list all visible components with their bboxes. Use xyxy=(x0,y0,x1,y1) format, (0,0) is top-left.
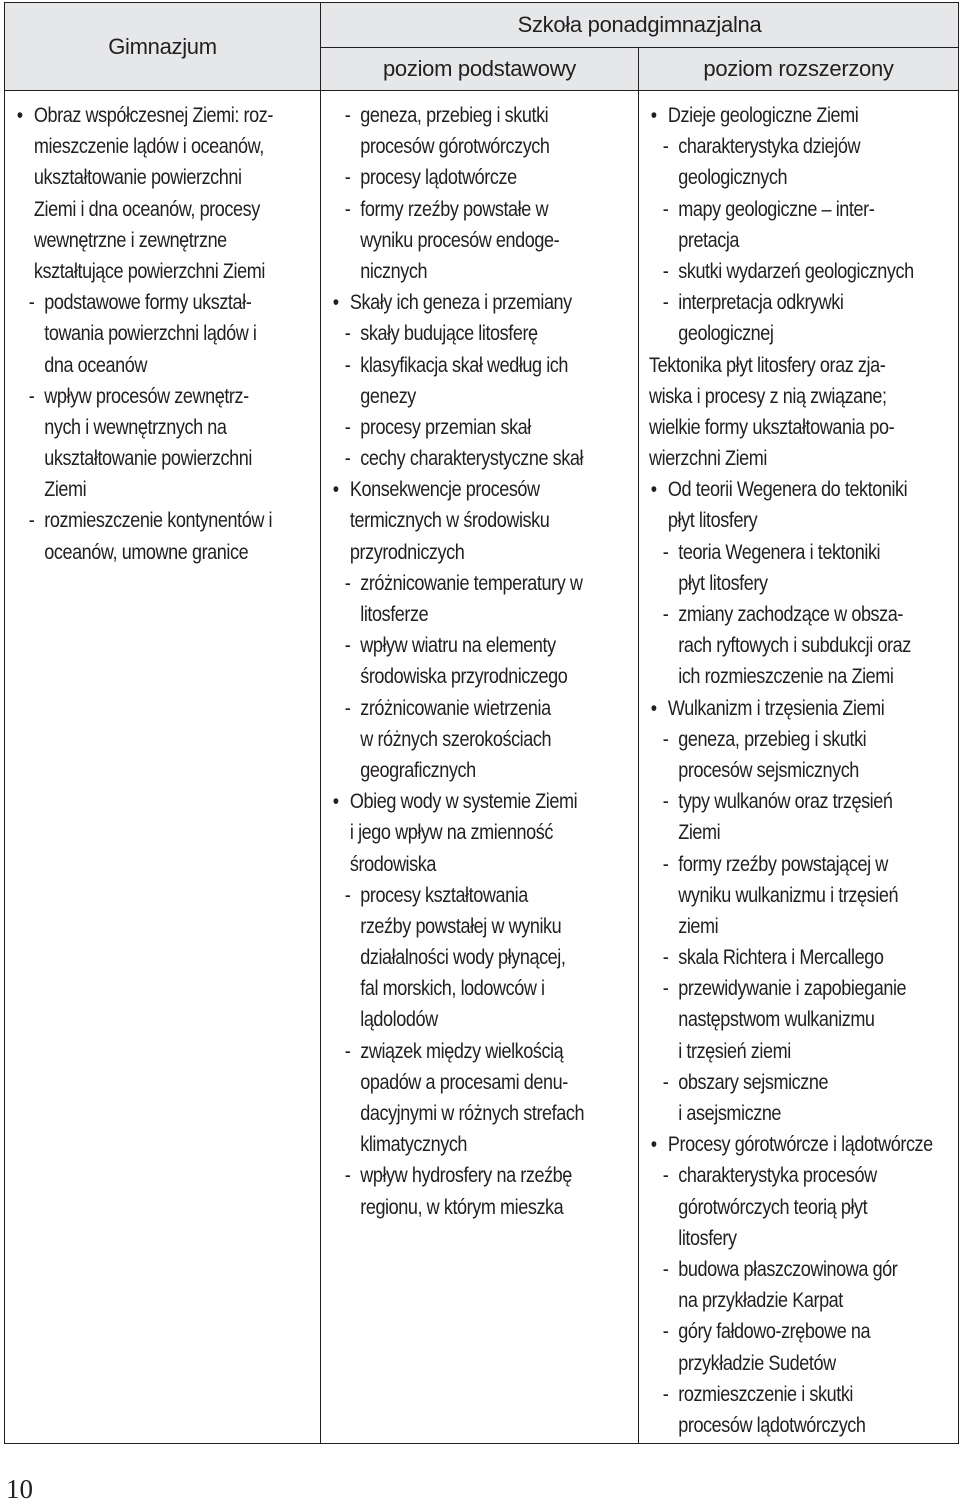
dash-continuation xyxy=(649,318,951,349)
dash-continuation xyxy=(15,350,313,381)
dash-marker: - xyxy=(344,353,351,377)
line-text: rach ryftowych i subdukcji oraz xyxy=(678,634,911,658)
dash-marker: - xyxy=(662,197,669,221)
dash-item xyxy=(649,724,951,755)
dash-item xyxy=(649,849,951,880)
dash-marker: - xyxy=(662,1320,669,1344)
dash-continuation xyxy=(331,131,631,162)
dash-marker: - xyxy=(344,634,351,658)
line-text: procesów górotwórczych xyxy=(360,135,550,159)
line-text: rozmieszczenie i skutki xyxy=(678,1382,854,1406)
line-text: Obraz współczesnej Ziemi: roz- xyxy=(33,104,273,127)
bullet-continuation xyxy=(331,817,631,848)
bullet-item xyxy=(649,100,951,131)
bullet-item xyxy=(15,100,313,131)
dash-item xyxy=(649,1067,951,1098)
dash-continuation xyxy=(649,162,951,193)
line-text: rzeźby powstałej w wyniku xyxy=(360,914,562,938)
line-text: w różnych szerokościach xyxy=(360,727,552,751)
line-text: skala Richtera i Mercallego xyxy=(678,946,884,970)
line-text: środowiska przyrodniczego xyxy=(360,665,568,689)
podstawowy-content xyxy=(331,100,631,1223)
gimnazjum-cell xyxy=(5,91,321,1444)
dash-continuation xyxy=(331,225,631,256)
line-text: Ziemi i dna oceanów, procesy xyxy=(33,197,260,221)
dash-marker: - xyxy=(662,540,669,564)
dash-continuation xyxy=(331,1098,631,1129)
line-text: geologicznych xyxy=(678,166,788,190)
line-text: Ziemi xyxy=(44,478,87,502)
header-szkola-ponadgimnazjalna: Szkoła ponadgimnazjalna xyxy=(321,3,959,48)
dash-marker: - xyxy=(28,291,35,315)
dash-item xyxy=(649,194,951,225)
dash-marker: - xyxy=(662,1382,669,1406)
dash-marker: - xyxy=(662,1164,669,1188)
dash-marker: - xyxy=(344,197,351,221)
bullet-item xyxy=(649,693,951,724)
bullet-item xyxy=(331,287,631,318)
dash-item xyxy=(649,1254,951,1285)
plain-line xyxy=(649,350,951,381)
line-text: związek między wielkością xyxy=(360,1039,564,1063)
line-text: towania powierzchni lądów i xyxy=(44,322,257,346)
line-text: litosfery xyxy=(678,1226,737,1250)
dash-marker: - xyxy=(662,977,669,1001)
page-number: 10 xyxy=(6,1474,33,1504)
line-text: klasyfikacja skał według ich xyxy=(360,353,569,377)
line-text: wpływ hydrosfery na rzeźbę xyxy=(360,1164,572,1188)
dash-marker: - xyxy=(344,166,351,190)
dash-item xyxy=(649,256,951,287)
dash-continuation xyxy=(649,1004,951,1035)
bullet-continuation xyxy=(15,162,313,193)
header-poziom-podstawowy: poziom podstawowy xyxy=(321,48,639,91)
dash-item xyxy=(331,1160,631,1191)
dash-item xyxy=(649,973,951,1004)
line-text: geologicznej xyxy=(678,322,774,346)
gimnazjum-content xyxy=(15,100,313,568)
dash-item xyxy=(331,318,631,349)
dash-continuation xyxy=(331,1129,631,1160)
dash-continuation xyxy=(649,1285,951,1316)
line-text: typy wulkanów oraz trzęsień xyxy=(678,790,893,814)
dash-continuation xyxy=(15,318,313,349)
dash-continuation xyxy=(649,661,951,692)
line-text: termicznych w środowisku xyxy=(349,509,550,533)
line-text: procesy przemian skał xyxy=(360,415,531,439)
dash-continuation xyxy=(649,568,951,599)
line-text: mieszczenie lądów i oceanów, xyxy=(33,135,264,159)
line-text: na przykładzie Karpat xyxy=(678,1289,843,1313)
line-text: charakterystyka procesów xyxy=(678,1164,877,1188)
dash-item xyxy=(649,599,951,630)
dash-marker: - xyxy=(662,727,669,751)
line-text: Ziemi xyxy=(678,821,721,845)
dash-item xyxy=(331,162,631,193)
dash-item xyxy=(649,1160,951,1191)
dash-continuation xyxy=(15,412,313,443)
line-text: ukształtowanie powierzchni xyxy=(33,166,242,190)
dash-marker: - xyxy=(344,447,351,471)
dash-continuation xyxy=(331,973,631,1004)
line-text: następstwom wulkanizmu xyxy=(678,1008,875,1032)
dash-marker: - xyxy=(28,509,35,533)
line-text: zróżnicowanie temperatury w xyxy=(360,571,583,595)
line-text: geograficznych xyxy=(360,758,476,782)
dash-marker: - xyxy=(662,603,669,626)
line-text: fal morskich, lodowców i xyxy=(360,977,545,1001)
dash-marker: - xyxy=(28,384,35,408)
dash-marker: - xyxy=(662,790,669,814)
line-text: podstawowe formy ukształ- xyxy=(44,291,252,315)
line-text: genezy xyxy=(360,384,416,408)
line-text: środowiska xyxy=(349,852,436,876)
dash-continuation xyxy=(649,1348,951,1379)
line-text: kształtujące powierzchni Ziemi xyxy=(33,259,265,283)
dash-item xyxy=(15,505,313,536)
dash-item xyxy=(649,131,951,162)
line-text: i trzęsień ziemi xyxy=(678,1039,791,1063)
dash-continuation xyxy=(649,1036,951,1067)
dash-item xyxy=(649,537,951,568)
curriculum-table xyxy=(4,2,959,1444)
line-text: budowa płaszczowinowa gór xyxy=(678,1257,898,1281)
line-text: góry fałdowo-zrębowe na xyxy=(678,1320,871,1344)
bullet-continuation xyxy=(331,537,631,568)
dash-marker: - xyxy=(344,696,351,720)
dash-item xyxy=(649,1316,951,1347)
dash-marker: - xyxy=(662,291,669,315)
dash-item xyxy=(649,287,951,318)
line-text: ukształtowanie powierzchni xyxy=(44,447,252,471)
line-text: nicznych xyxy=(360,259,428,283)
line-text: górotwórczych teorią płyt xyxy=(678,1195,868,1219)
dash-marker: - xyxy=(662,852,669,876)
dash-marker: - xyxy=(344,104,351,127)
dash-continuation xyxy=(331,1067,631,1098)
dash-continuation xyxy=(649,225,951,256)
line-text: skały budujące litosferę xyxy=(360,322,538,346)
dash-continuation xyxy=(331,1004,631,1035)
plain-line xyxy=(649,381,951,412)
dash-continuation xyxy=(331,755,631,786)
dash-continuation xyxy=(649,911,951,942)
line-text: nych i wewnętrznych na xyxy=(44,415,227,439)
line-text: formy rzeźby powstałe w xyxy=(360,197,549,221)
line-text: dacyjnymi w różnych strefach xyxy=(360,1102,585,1125)
line-text: dna oceanów xyxy=(44,353,147,377)
plain-line xyxy=(649,443,951,474)
line-text: wewnętrzne i zewnętrzne xyxy=(33,228,227,252)
podstawowy-cell xyxy=(321,91,639,1444)
dash-continuation xyxy=(15,537,313,568)
bullet-continuation xyxy=(15,131,313,162)
line-text: wielkie formy ukształtowania po- xyxy=(649,415,895,439)
line-text: działalności wody płynącej, xyxy=(360,946,566,970)
line-text: regionu, w którym mieszka xyxy=(360,1195,564,1219)
line-text: cechy charakterystyczne skał xyxy=(360,447,584,471)
line-text: procesy lądotwórcze xyxy=(360,166,517,190)
dash-continuation xyxy=(649,1410,951,1441)
dash-item xyxy=(331,412,631,443)
dash-continuation xyxy=(649,1223,951,1254)
line-text: mapy geologiczne – inter- xyxy=(678,197,875,221)
line-text: Obieg wody w systemie Ziemi xyxy=(349,790,578,814)
line-text: interpretacja odkrywki xyxy=(678,291,844,315)
dash-item xyxy=(331,630,631,661)
dash-continuation xyxy=(331,599,631,630)
line-text: wpływ procesów zewnętrz- xyxy=(44,384,249,408)
line-text: Skały ich geneza i przemiany xyxy=(349,291,572,315)
dash-item xyxy=(331,194,631,225)
line-text: obszary sejsmiczne xyxy=(678,1070,829,1094)
dash-continuation xyxy=(331,661,631,692)
dash-item xyxy=(15,381,313,412)
dash-marker: - xyxy=(662,259,669,283)
bullet-continuation xyxy=(15,256,313,287)
line-text: Wulkanizm i trzęsienia Ziemi xyxy=(667,696,885,720)
line-text: przykładzie Sudetów xyxy=(678,1351,836,1375)
line-text: rozmieszczenie kontynentów i xyxy=(44,509,273,533)
line-text: opadów a procesami denu- xyxy=(360,1070,568,1094)
dash-item xyxy=(649,942,951,973)
dash-marker: - xyxy=(344,1164,351,1188)
dash-item xyxy=(331,568,631,599)
rozszerzony-cell xyxy=(639,91,959,1444)
line-text: wpływ wiatru na elementy xyxy=(360,634,556,658)
dash-marker: - xyxy=(344,571,351,595)
dash-continuation xyxy=(649,1192,951,1223)
line-text: oceanów, umowne granice xyxy=(44,540,249,564)
dash-continuation xyxy=(331,256,631,287)
line-text: charakterystyka dziejów xyxy=(678,135,861,159)
dash-continuation xyxy=(649,630,951,661)
dash-item xyxy=(649,786,951,817)
line-text: Tektonika płyt litosfery oraz zja- xyxy=(649,353,886,377)
dash-item xyxy=(649,1379,951,1410)
dash-continuation xyxy=(649,1098,951,1129)
dash-marker: - xyxy=(344,1039,351,1063)
line-text: procesy kształtowania xyxy=(360,883,528,907)
line-text: Od teorii Wegenera do tektoniki xyxy=(667,478,908,502)
line-text: Konsekwencje procesów xyxy=(349,478,540,502)
bullet-continuation xyxy=(15,194,313,225)
dash-item xyxy=(331,350,631,381)
dash-item xyxy=(331,443,631,474)
dash-continuation xyxy=(331,1192,631,1223)
dash-marker: - xyxy=(662,1070,669,1094)
dash-item xyxy=(15,287,313,318)
dash-marker: - xyxy=(662,946,669,970)
dash-marker: - xyxy=(662,135,669,159)
line-text: ich rozmieszczenie na Ziemi xyxy=(678,665,894,689)
dash-marker: - xyxy=(344,322,351,346)
line-text: procesów sejsmicznych xyxy=(678,758,859,782)
dash-marker: - xyxy=(344,415,351,439)
dash-continuation xyxy=(331,724,631,755)
bullet-continuation xyxy=(649,505,951,536)
line-text: formy rzeźby powstającej w xyxy=(678,852,888,876)
line-text: litosferze xyxy=(360,603,429,626)
line-text: pretacja xyxy=(678,228,740,252)
line-text: wyniku procesów endoge- xyxy=(360,228,560,252)
header-gimnazjum: Gimnazjum xyxy=(5,3,321,91)
line-text: i asejsmiczne xyxy=(678,1102,782,1125)
line-text: lądolodów xyxy=(360,1008,438,1032)
line-text: przyrodniczych xyxy=(349,540,465,564)
dash-continuation xyxy=(331,381,631,412)
line-text: skutki wydarzeń geologicznych xyxy=(678,259,914,283)
line-text: wiska i procesy z nią związane; xyxy=(649,384,887,408)
line-text: i jego wpływ na zmienność xyxy=(349,821,553,845)
line-text: zmiany zachodzące w obsza- xyxy=(678,603,903,626)
bullet-continuation xyxy=(331,505,631,536)
line-text: płyt litosfery xyxy=(667,509,758,533)
line-text: przewidywanie i zapobieganie xyxy=(678,977,907,1001)
line-text: geneza, przebieg i skutki xyxy=(678,727,867,751)
line-text: Dzieje geologiczne Ziemi xyxy=(667,104,859,127)
dash-item xyxy=(331,100,631,131)
line-text: Procesy górotwórcze i lądotwórcze xyxy=(667,1133,933,1157)
line-text: zróżnicowanie wietrzenia xyxy=(360,696,551,720)
dash-item xyxy=(331,1036,631,1067)
dash-continuation xyxy=(331,911,631,942)
dash-marker: - xyxy=(344,883,351,907)
dash-continuation xyxy=(649,880,951,911)
rozszerzony-content xyxy=(649,100,951,1441)
dash-item xyxy=(331,693,631,724)
dash-continuation xyxy=(331,942,631,973)
bullet-item xyxy=(331,474,631,505)
bullet-item xyxy=(331,786,631,817)
line-text: klimatycznych xyxy=(360,1133,468,1157)
dash-continuation xyxy=(649,817,951,848)
bullet-continuation xyxy=(331,849,631,880)
plain-line xyxy=(649,412,951,443)
bullet-item xyxy=(649,1129,951,1160)
line-text: geneza, przebieg i skutki xyxy=(360,104,549,127)
line-text: wyniku wulkanizmu i trzęsień xyxy=(678,883,899,907)
dash-continuation xyxy=(15,443,313,474)
line-text: wierzchni Ziemi xyxy=(649,447,767,471)
line-text: teoria Wegenera i tektoniki xyxy=(678,540,881,564)
line-text: ziemi xyxy=(678,914,719,938)
dash-continuation xyxy=(649,755,951,786)
dash-continuation xyxy=(15,474,313,505)
bullet-item xyxy=(649,474,951,505)
header-poziom-rozszerzony: poziom rozszerzony xyxy=(639,48,959,91)
line-text: procesów lądotwórczych xyxy=(678,1413,866,1437)
bullet-continuation xyxy=(15,225,313,256)
line-text: płyt litosfery xyxy=(678,571,768,595)
dash-marker: - xyxy=(662,1257,669,1281)
dash-item xyxy=(331,880,631,911)
